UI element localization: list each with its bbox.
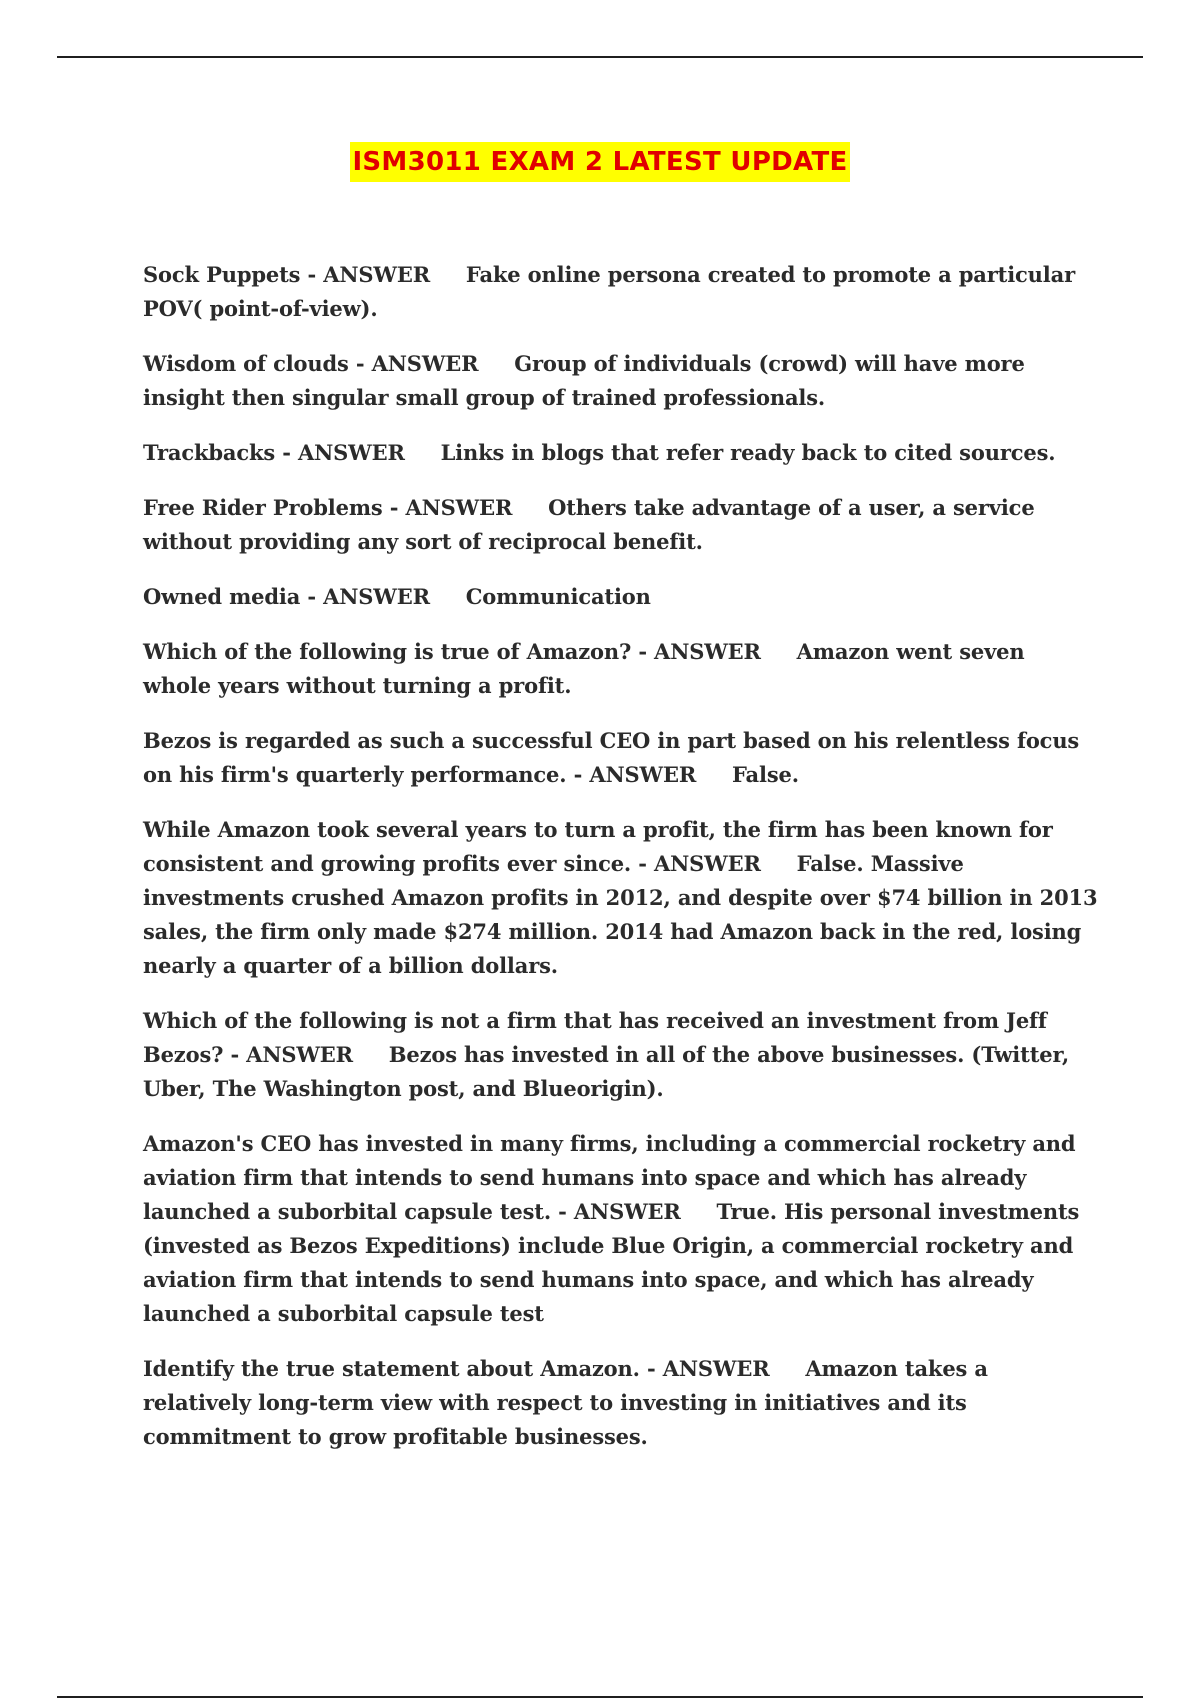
question-text: While Amazon took several years to turn a profit, the firm has been known for consistent and growing profits ever since. [143, 817, 1053, 876]
answer-text: Group of individuals (crowd) will have more insight then singular small group of trained professionals. [143, 351, 1025, 410]
answer-separator: - ANSWER [551, 1199, 717, 1224]
qa-item [143, 1127, 1098, 1331]
qa-item [143, 635, 1098, 703]
answer-text: Others take advantage of a user, a service without providing any sort of reciprocal benefit. [143, 495, 1035, 554]
answer-separator: - ANSWER [275, 440, 441, 465]
question-text: Wisdom of clouds [143, 351, 349, 376]
question-text: Identify the true statement about Amazon. [143, 1356, 640, 1381]
document-title: ISM3011 EXAM 2 LATEST UPDATE [350, 142, 849, 182]
answer-text: Links in blogs that refer ready back to cited sources. [440, 440, 1056, 465]
answer-separator: - ANSWER [223, 1042, 389, 1067]
question-text: Owned media [143, 584, 301, 609]
question-text: Trackbacks [143, 440, 276, 465]
answer-separator: - ANSWER [300, 584, 466, 609]
question-text: Which of the following is not a firm that has received an investment from Jeff Bezos? [143, 1008, 1047, 1067]
qa-list [143, 258, 1098, 1475]
answer-separator: - ANSWER [631, 639, 797, 664]
qa-item [143, 491, 1098, 559]
qa-item [143, 258, 1098, 326]
answer-separator: - ANSWER [631, 851, 797, 876]
answer-separator: - ANSWER [300, 262, 466, 287]
title-container [0, 142, 1200, 182]
answer-text: Amazon takes a relatively long-term view with respect to investing in initiatives and its commitment to grow profitable businesses. [143, 1356, 988, 1449]
answer-text: Fake online persona created to promote a particular POV( point-of-view). [143, 262, 1075, 321]
qa-item [143, 347, 1098, 415]
question-text: Amazon's CEO has invested in many firms, including a commercial rocketry and aviation firm that intends to send humans into space and which has already launched a suborbital capsule test. [143, 1131, 1076, 1224]
qa-item [143, 436, 1098, 470]
answer-text: Amazon went seven whole years without turning a profit. [143, 639, 1025, 698]
answer-text: Communication [465, 584, 651, 609]
header-rule [57, 56, 1143, 58]
qa-item [143, 813, 1098, 983]
answer-text: False. [731, 762, 799, 787]
answer-separator: - ANSWER [382, 495, 549, 520]
answer-separator: - ANSWER [566, 762, 732, 787]
answer-separator: - ANSWER [348, 351, 515, 376]
qa-item [143, 580, 1098, 614]
footer-rule [57, 1696, 1143, 1698]
qa-item [143, 1004, 1098, 1106]
answer-text: False. Massive investments crushed Amazon profits in 2012, and despite over $74 billion in 2013 sales, the firm only made $274 million. 2014 had Amazon back in the red, losing nearly a quarter of a billion dollars. [143, 851, 1098, 978]
question-text: Bezos is regarded as such a successful CEO in part based on his relentless focus on his firm's quarterly performance. [143, 728, 1080, 787]
answer-separator: - ANSWER [639, 1356, 806, 1381]
qa-item [143, 1352, 1098, 1454]
answer-text: Bezos has invested in all of the above businesses. (Twitter, Uber, The Washington post, and Blueorigin). [143, 1042, 1069, 1101]
answer-text: True. His personal investments (invested as Bezos Expeditions) include Blue Origin, a commercial rocketry and aviation firm that intends to send humans into space, and which has already launched a suborbital capsule test [143, 1199, 1080, 1326]
question-text: Which of the following is true of Amazon? [143, 639, 632, 664]
question-text: Sock Puppets [143, 262, 301, 287]
question-text: Free Rider Problems [143, 495, 383, 520]
qa-item [143, 724, 1098, 792]
